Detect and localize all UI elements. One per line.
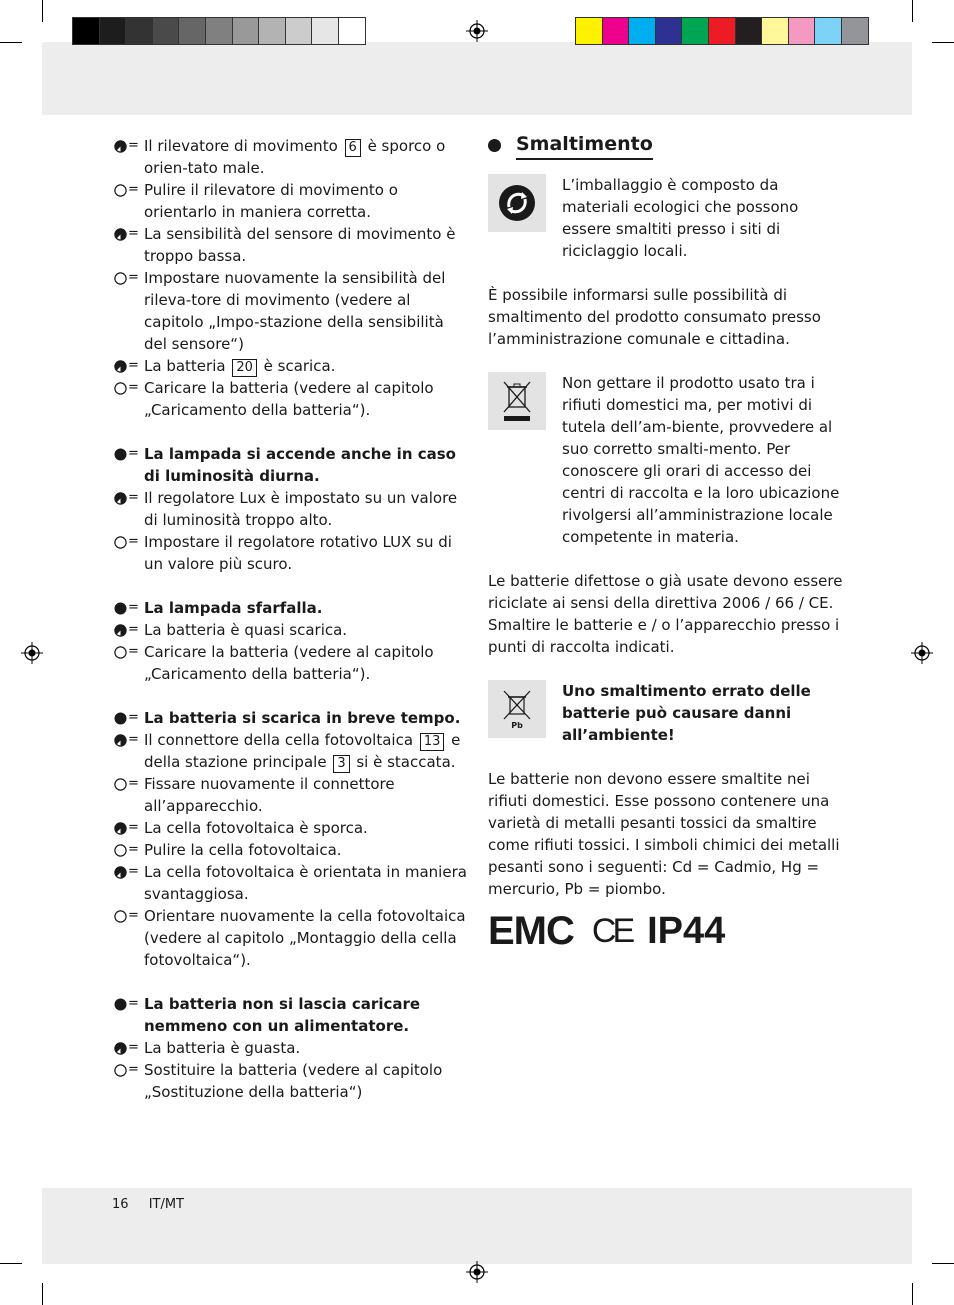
text-fragment: La batteria è quasi scarica. (144, 621, 348, 639)
color-swatch (178, 17, 206, 45)
text-fragment: Caricare la batteria (vedere al capitolo „Caricamento della batteria“). (144, 643, 434, 683)
green-dot-icon (488, 174, 546, 232)
cause-bullet-icon: = (114, 729, 144, 751)
spacer (114, 575, 470, 597)
problem-row (114, 993, 470, 1037)
text-fragment: La lampada si accende anche in caso di luminosità diurna. (144, 445, 456, 485)
cause-bullet-icon: = (114, 355, 144, 377)
cause-bullet-icon: = (114, 135, 144, 157)
text-fragment: si è staccata. (351, 753, 456, 771)
heading-text: Smaltimento (516, 131, 653, 160)
section-heading (488, 131, 844, 160)
cause-bullet-icon: = (114, 861, 144, 883)
cause-bullet-icon: = (114, 1037, 144, 1059)
row-text (144, 531, 470, 575)
registration-mark-icon (466, 1261, 488, 1283)
text-fragment: Il rilevatore di movimento (144, 137, 343, 155)
registration-mark-icon (911, 642, 933, 664)
text-fragment: Impostare nuovamente la sensibilità del rileva-tore di movimento (vedere al capitolo „Impo-stazione della sensibilità del sensore“) (144, 269, 446, 353)
color-swatch (602, 17, 630, 45)
color-swatch (258, 17, 286, 45)
problem-row (114, 443, 470, 487)
bullet-icon (488, 139, 501, 152)
crop-mark (912, 1283, 913, 1305)
crossed-bin-icon (488, 372, 546, 430)
text-fragment: è sporco o orien-tato male. (144, 137, 446, 177)
remedy-bullet-icon: = (114, 839, 144, 861)
row-text (144, 135, 470, 179)
color-swatch (708, 17, 736, 45)
text-fragment: La batteria è guasta. (144, 1039, 301, 1057)
certification-marks (488, 909, 844, 953)
ip44-mark: IP44 (647, 910, 726, 952)
cause-bullet-icon: = (114, 817, 144, 839)
cause-bullet-icon: = (114, 487, 144, 509)
text-fragment: Impostare il regolatore rotativo LUX su di un valore più scuro. (144, 533, 452, 573)
text-fragment: Orientare nuovamente la cella fotovoltaica (vedere al capitolo „Montaggio della cella fotovoltaica“). (144, 907, 466, 969)
row-text (144, 839, 470, 861)
cause-row (114, 135, 470, 179)
color-swatch (841, 17, 869, 45)
color-swatch (152, 17, 180, 45)
text-fragment: Pulire il rilevatore di movimento o orientarlo in maniera corretta. (144, 181, 398, 221)
remedy-bullet-icon: = (114, 1059, 144, 1081)
cause-row (114, 355, 470, 377)
problem-bullet-icon: = (114, 597, 144, 619)
text-fragment: Sostituire la batteria (vedere al capitolo „Sostituzione della batteria“) (144, 1061, 443, 1101)
remedy-row (114, 377, 470, 421)
remedy-bullet-icon: = (114, 267, 144, 289)
row-text (144, 487, 470, 531)
crop-mark (42, 0, 43, 22)
heavy-metals-text: Le batterie non devono essere smaltite nei rifiuti domestici. Esse possono contenere una varietà di metalli pesanti tossici da smaltire come rifiuti tossici. I simboli chimici dei metalli pesanti sono i seguenti: Cd = Cadmio, Hg = mercurio, Pb = piombo. (488, 770, 840, 898)
ce-mark: CE (591, 912, 632, 950)
row-text (144, 773, 470, 817)
row-text (144, 817, 470, 839)
text-fragment: Fissare nuovamente il connettore all’apparecchio. (144, 775, 395, 815)
battery-text: Le batterie difettose o già usate devono essere riciclate ai sensi della direttiva 2006 / 66 / CE. Smaltire le batterie e / o l’apparecchio presso i punti di raccolta indicati. (488, 572, 843, 656)
text-fragment: La batteria (144, 357, 231, 375)
page-footer (112, 1197, 200, 1212)
remedy-bullet-icon: = (114, 905, 144, 927)
row-text (144, 905, 470, 971)
cause-row (114, 619, 470, 641)
remedy-bullet-icon: = (114, 531, 144, 553)
row-text (144, 267, 470, 355)
spacer (114, 685, 470, 707)
warning-text: Uno smaltimento errato delle batterie può causare danni all’ambiente! (562, 682, 811, 744)
remedy-bullet-icon: = (114, 377, 144, 399)
row-text (144, 1037, 470, 1059)
color-swatch (814, 17, 842, 45)
cause-bullet-icon: = (114, 223, 144, 245)
gray-color-bar (72, 17, 365, 47)
row-text (144, 707, 470, 729)
color-swatch (338, 17, 366, 45)
crop-mark (42, 1283, 43, 1305)
text-fragment: è scarica. (258, 357, 336, 375)
remedy-bullet-icon: = (114, 773, 144, 795)
row-text (144, 1059, 470, 1103)
row-text (144, 179, 470, 223)
disposal-section (488, 131, 844, 953)
process-color-bar (575, 17, 868, 47)
text-fragment: Il regolatore Lux è impostato su un valore di luminosità troppo alto. (144, 489, 458, 529)
text-fragment: La batteria non si lascia caricare nemmeno con un alimentatore. (144, 995, 421, 1035)
weee-text: Non gettare il prodotto usato tra i rifiuti domestici ma, per motivi di tutela dell’am-biente, provvedere al suo corretto smalti-mento. Per conoscere gli orari di accesso dei centri di raccolta e la loro ubicazione rivolgersi all’amministrazione locale competente in materia. (562, 374, 840, 546)
remedy-row (114, 641, 470, 685)
remedy-row (114, 839, 470, 861)
packaging-text: L’imballaggio è composto da materiali ecologici che possono essere smaltiti presso i siti di riciclaggio locali. (562, 176, 799, 260)
cause-row (114, 817, 470, 839)
color-swatch (311, 17, 339, 45)
row-text (144, 993, 470, 1037)
text-fragment: La lampada sfarfalla. (144, 599, 323, 617)
color-swatch (655, 17, 683, 45)
crop-mark (0, 1263, 22, 1264)
row-text (144, 729, 470, 773)
row-text (144, 377, 470, 421)
text-fragment: La cella fotovoltaica è sporca. (144, 819, 368, 837)
language-code: IT/MT (148, 1197, 184, 1212)
cause-row (114, 729, 470, 773)
text-fragment: Caricare la batteria (vedere al capitolo „Caricamento della batteria“). (144, 379, 434, 419)
row-text (144, 355, 470, 377)
row-text (144, 223, 470, 267)
remedy-row (114, 1059, 470, 1103)
remedy-bullet-icon: = (114, 641, 144, 663)
spacer (114, 971, 470, 993)
problem-row (114, 707, 470, 729)
color-swatch (628, 17, 656, 45)
color-swatch (205, 17, 233, 45)
header-band (42, 42, 912, 115)
text-fragment: e della stazione principale (144, 731, 461, 771)
cause-row (114, 223, 470, 267)
remedy-row (114, 773, 470, 817)
color-swatch (575, 17, 603, 45)
text-fragment: Il connettore della cella fotovoltaica (144, 731, 418, 749)
packaging-block (488, 174, 844, 262)
info-text: È possibile informarsi sulle possibilità di smaltimento del prodotto consumato presso l’amministrazione comunale e cittadina. (488, 286, 821, 348)
cause-row (114, 861, 470, 905)
problem-row (114, 597, 470, 619)
color-swatch (735, 17, 763, 45)
part-reference-number: 3 (333, 755, 349, 773)
color-swatch (761, 17, 789, 45)
crop-mark (932, 42, 954, 43)
battery-warning-block (488, 680, 844, 746)
cause-row (114, 487, 470, 531)
remedy-row (114, 267, 470, 355)
crop-mark (912, 0, 913, 22)
remedy-row (114, 905, 470, 971)
text-fragment: La batteria si scarica in breve tempo. (144, 709, 461, 727)
text-fragment: Pulire la cella fotovoltaica. (144, 841, 342, 859)
crop-mark (0, 42, 22, 43)
color-swatch (788, 17, 816, 45)
pb-label: Pb (511, 721, 523, 730)
troubleshooting-list (114, 135, 470, 1103)
spacer (114, 421, 470, 443)
registration-mark-icon (21, 642, 43, 664)
cause-bullet-icon: = (114, 619, 144, 641)
page-number: 16 (112, 1197, 129, 1212)
problem-bullet-icon: = (114, 443, 144, 465)
cause-row (114, 1037, 470, 1059)
color-swatch (285, 17, 313, 45)
color-swatch (72, 17, 100, 45)
problem-bullet-icon: = (114, 707, 144, 729)
problem-bullet-icon: = (114, 993, 144, 1015)
row-text (144, 861, 470, 905)
row-text (144, 443, 470, 487)
weee-block (488, 372, 844, 548)
part-reference-number: 6 (345, 139, 361, 157)
text-fragment: La cella fotovoltaica è orientata in maniera svantaggiosa. (144, 863, 467, 903)
part-reference-number: 13 (420, 733, 445, 751)
remedy-bullet-icon: = (114, 179, 144, 201)
color-swatch (232, 17, 260, 45)
registration-mark-icon (466, 20, 488, 42)
color-swatch (681, 17, 709, 45)
remedy-row (114, 531, 470, 575)
color-swatch (99, 17, 127, 45)
color-swatch (125, 17, 153, 45)
emc-mark: EMC (488, 909, 574, 953)
crop-mark (932, 1263, 954, 1264)
crossed-bin-pb-icon (488, 680, 546, 738)
part-reference-number: 20 (232, 359, 257, 377)
row-text (144, 597, 470, 619)
row-text (144, 641, 470, 685)
remedy-row (114, 179, 470, 223)
row-text (144, 619, 470, 641)
text-fragment: La sensibilità del sensore di movimento è troppo bassa. (144, 225, 456, 265)
